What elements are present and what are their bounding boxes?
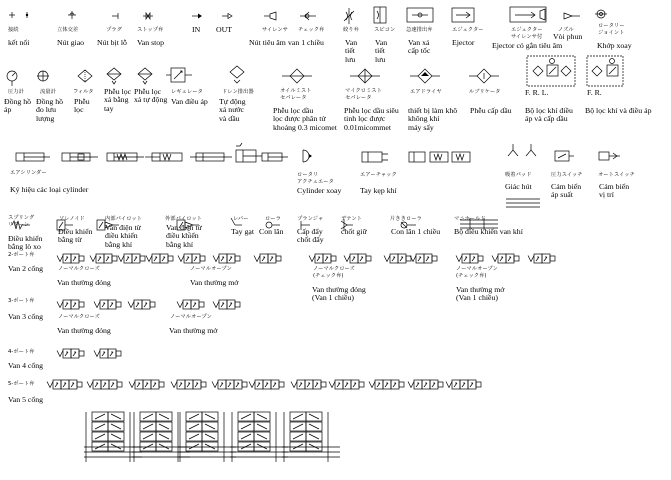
- row2-jp-2: フィルタ: [73, 89, 94, 95]
- row1-vn-9: Van tiết lưu: [375, 38, 388, 64]
- row3-vn-3: Giác hút: [505, 182, 532, 191]
- row1-vn-4: IN: [192, 25, 201, 34]
- row1-jp-1: 立体交差: [57, 27, 79, 33]
- row1-vn-7: van 1 chiều: [288, 38, 324, 47]
- row3-jp-1: ロータリ アクチュエータ: [297, 172, 334, 185]
- valve-2port-4: [178, 254, 205, 263]
- row2-vn-7: Phễu lọc dầu lọc được phân tử khoảng 0.3 micomet: [273, 106, 337, 132]
- row1-vn-10: Van xả cấp tốc: [408, 38, 431, 56]
- row4-jp-6: プランジャ: [297, 216, 324, 222]
- row2-vn-6: Tự động xả nước và dầu: [219, 97, 246, 123]
- valve-no2-vn: Van thường mở: [190, 278, 239, 287]
- row4-vn-4: Tay gạt: [231, 227, 255, 236]
- valve-2port-11: [456, 254, 483, 263]
- row3-jp-5: オートスイッチ: [598, 172, 635, 178]
- row2-jp-9: エアドライヤ: [410, 89, 442, 95]
- valve-5port-4: [212, 380, 247, 389]
- valve-nc2c-vn: Van thường đóng (Van 1 chiều): [312, 285, 366, 303]
- row2-jp-0: 圧力計: [8, 89, 24, 95]
- valve-2port-7: [309, 254, 336, 263]
- row4-jp-1: ソレノイド: [59, 216, 85, 222]
- row1-jp-7: チェック弁: [298, 27, 325, 33]
- row1-vn-0: kết nối: [8, 38, 30, 47]
- row1-jp-11: エジェクター: [452, 27, 484, 33]
- row1-vn-6: Nút tiêu âm: [249, 38, 286, 47]
- row2-jp-11: F. R. L.: [525, 88, 549, 97]
- valve-no2c-jp: ノーマルオープン (チェック弁): [456, 266, 498, 279]
- row4-jp-3: 外部パイロット: [165, 216, 202, 222]
- valve-5port-7: [329, 380, 364, 389]
- valve-5port-3: [171, 380, 206, 389]
- row2-vn-12: Bộ lọc khí và điều áp: [585, 106, 652, 115]
- row4-vn-2: Van điện từ điều khiển bằng khí: [105, 223, 141, 249]
- row3-jp-2: エアーチャック: [360, 172, 397, 178]
- row1-vn-13: Vòi phun: [553, 32, 583, 41]
- valve-nc2c-jp: ノーマルクローズ (チェック弁): [313, 266, 355, 279]
- row4-jp-2: 内部パイロット: [105, 216, 142, 222]
- row4-vn-1: Điều khiển bằng từ: [58, 227, 93, 245]
- row4-vn-5: Con lăn: [259, 227, 284, 236]
- valve-5port-1: [87, 380, 122, 389]
- row2-vn-11: Bộ lọc khí điều áp và cấp dầu: [525, 106, 573, 124]
- valve-2port-6: [254, 254, 281, 263]
- row2-vn-4: Phễu lọc xả tự động: [134, 87, 168, 105]
- valve-nc2-jp: ノーマルクローズ: [58, 266, 100, 272]
- row4-vn-7: chốt giữ: [341, 227, 367, 236]
- valve-nc3-jp: ノーマルクローズ: [58, 314, 100, 320]
- valve-5port-5: [249, 380, 284, 389]
- row2-vn-2: Phễu lọc: [74, 97, 90, 115]
- row1-vn-5: OUT: [216, 25, 233, 34]
- row4-vn-3: Van điện từ điều khiển bằng khí: [166, 223, 202, 249]
- row2-jp-12: F. R.: [587, 88, 602, 97]
- valve-3port-3: [177, 300, 204, 309]
- row1-jp-2: プラグ: [106, 27, 122, 33]
- row2-jp-10: ルブリケータ: [469, 89, 501, 95]
- row1-vn-12: Ejector có gắn tiêu âm: [492, 41, 563, 50]
- valve-2port-8: [344, 254, 371, 263]
- valve-3port-2: [128, 300, 155, 309]
- row4-vn-6: Cấp đẩy chốt đẩy: [297, 227, 324, 245]
- row4-jp-9: マニホールド: [454, 216, 486, 222]
- valve-no3-vn: Van thường mở: [169, 326, 218, 335]
- valve-2port-13: [528, 254, 555, 263]
- manifold-sketch-2: [178, 412, 236, 462]
- valve-2port-9: [384, 254, 411, 263]
- valve-5port-6: [291, 380, 326, 389]
- row1-jp-3: ストップ弁: [137, 27, 164, 33]
- row3-jp-4: 圧力スイッチ: [551, 172, 583, 178]
- row2-jp-7: オイルミスト セパレータ: [280, 88, 312, 101]
- row1-vn-11: Ejector: [452, 38, 475, 47]
- valve-2port-10: [410, 254, 437, 263]
- row1-jp-14: ロータリー ジョイント: [598, 23, 625, 36]
- row2-jp-8: マイクロミスト セパレータ: [345, 88, 382, 101]
- manifold-sketch-3: [230, 412, 288, 462]
- row1-vn-8: Van tiết lưu: [345, 38, 358, 64]
- valve-2port-12: [492, 254, 519, 263]
- row2-vn-3: Phễu lọc xả bằng tay: [104, 87, 132, 113]
- valve-nc3-vn: Van thường đóng: [57, 326, 111, 335]
- row3-jp-3: 吸着パッド: [505, 172, 532, 178]
- valve-4port-0: [57, 349, 84, 358]
- row2-jp-1: 流量計: [40, 89, 56, 95]
- section-port3-jp: 3-ポート弁: [8, 298, 35, 304]
- row2-vn-8: Phễu lọc dầu siêu tinh lọc được 0.01micommet: [344, 106, 399, 132]
- manifold-sketch-1: [132, 412, 190, 462]
- valve-5port-2: [129, 380, 164, 389]
- row2-vn-5: Van điều áp: [171, 97, 208, 106]
- valve-5port-8: [369, 380, 404, 389]
- valve-2port-0: [57, 254, 84, 263]
- row2-vn-0: Đồng hồ áp: [4, 97, 32, 115]
- valve-nc2-vn: Van thường đóng: [57, 278, 111, 287]
- valve-3port-1: [94, 300, 121, 309]
- row1-vn-3: Van stop: [137, 38, 165, 47]
- row1-jp-9: スピコン: [374, 27, 396, 33]
- row4-vn-9: Bộ điều khiển van khí: [454, 227, 523, 236]
- section-port5-jp: 5-ポート弁: [8, 381, 35, 387]
- row2-jp-5: レギュレータ: [171, 89, 203, 95]
- section-port5-vn: Van 5 cổng: [8, 395, 44, 404]
- row2-vn-9: thiết bị làm khô không khí máy sấy: [408, 106, 458, 132]
- row4-vn-8: Con lăn 1 chiều: [391, 227, 441, 236]
- section-port4-jp: 4-ポート弁: [8, 349, 35, 355]
- row1-jp-10: 急速排出弁: [406, 27, 433, 33]
- section-port3-vn: Van 3 cổng: [8, 312, 44, 321]
- manifold-sketch-4: [282, 412, 340, 462]
- valve-no2c-vn: Van thường mở (Van 1 chiều): [456, 285, 505, 303]
- row1-vn-14: Khớp xoay: [597, 41, 632, 50]
- row4-jp-0: スプリング リターン: [8, 215, 35, 228]
- valve-3port-0: [57, 300, 84, 309]
- valve-5port-10: [446, 380, 481, 389]
- valve-2port-2: [118, 254, 145, 263]
- section-port4-vn: Van 4 cổng: [8, 361, 44, 370]
- valve-no3-jp: ノーマルオープン: [170, 314, 212, 320]
- row1-jp-6: サイレンサ: [262, 27, 288, 33]
- row2-jp-6: ドレン排出器: [222, 89, 254, 95]
- row3-vn-0: Ký hiệu các loại cylinder: [10, 185, 89, 194]
- row3-vn-5: Cảm biến vị trí: [599, 182, 630, 200]
- row1-jp-0: 接続: [8, 27, 19, 33]
- row1-jp-12: エジェクター サイレンサ付: [511, 27, 543, 40]
- row3-jp-0: エアシリンダー: [10, 170, 47, 176]
- row4-jp-4: レバー: [233, 216, 249, 222]
- row3-vn-4: Cảm biến áp suất: [551, 182, 582, 200]
- row3-vn-2: Tay kẹp khí: [360, 186, 397, 195]
- row4-jp-8: 片ききローラ: [390, 216, 422, 222]
- valve-5port-0: [47, 380, 82, 389]
- row1-vn-1: Nút giao: [57, 38, 85, 47]
- row3-vn-1: Cylinder xoay: [297, 186, 342, 195]
- row1-jp-13: ノズル: [558, 27, 574, 33]
- valve-2port-5: [213, 254, 240, 263]
- valve-no2-jp: ノーマルオープン: [190, 266, 232, 272]
- row2-vn-1: Đồng hồ đo lưu lượng: [36, 97, 64, 123]
- row1-jp-8: 絞り弁: [343, 27, 359, 33]
- row4-vn-0: Điều khiển bằng lò xo: [8, 234, 43, 252]
- section-port2-vn: Van 2 cổng: [8, 264, 44, 273]
- section-port2-jp: 2-ポート弁: [8, 252, 35, 258]
- row2-vn-10: Phễu cấp dầu: [470, 106, 512, 115]
- valve-4port-1: [94, 349, 121, 358]
- valve-3port-4: [213, 300, 240, 309]
- row4-jp-5: ローラ: [265, 216, 281, 222]
- row1-vn-2: Nút bịt lỗ: [97, 38, 127, 47]
- valve-2port-3: [146, 254, 173, 263]
- valve-2port-1: [90, 254, 117, 263]
- valve-5port-9: [408, 380, 443, 389]
- row4-jp-7: デテント: [341, 216, 362, 222]
- manifold-sketch-0: [84, 412, 142, 462]
